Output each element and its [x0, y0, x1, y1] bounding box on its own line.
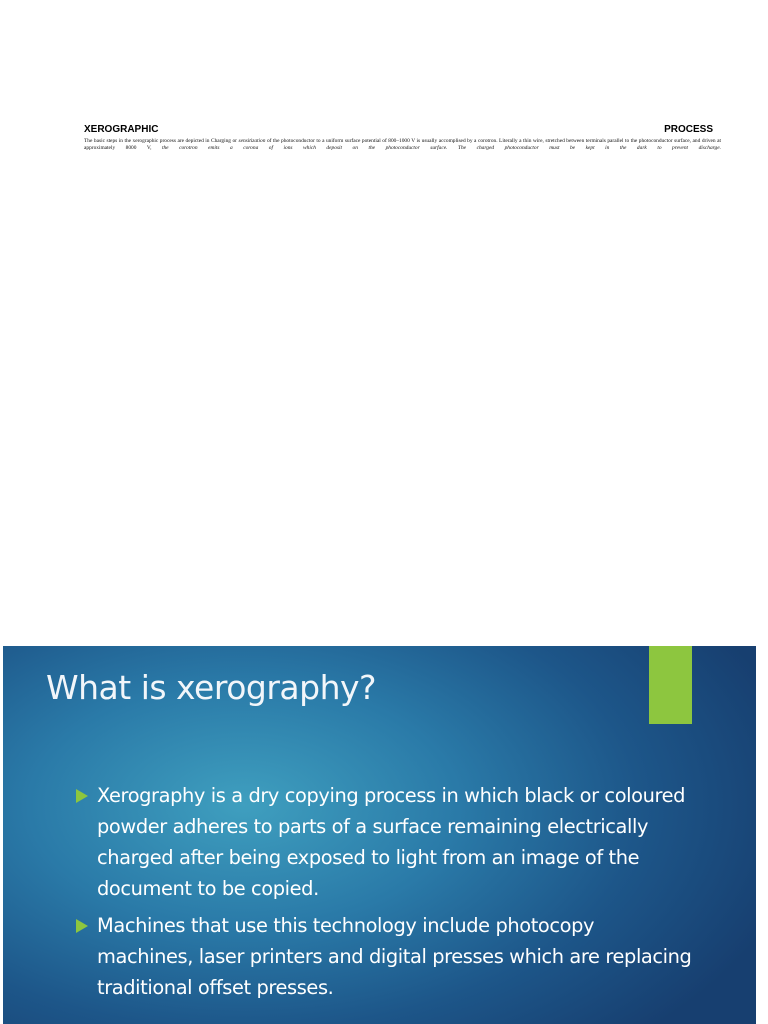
bullet-list [73, 780, 693, 1009]
slide [3, 646, 756, 1024]
triangle-bullet-icon [76, 789, 88, 803]
heading-left: XEROGRAPHIC [84, 124, 159, 135]
para-italic-3: discharge. [698, 144, 721, 151]
triangle-bullet-icon [76, 919, 88, 933]
heading-right: PROCESS [664, 124, 713, 135]
bullet-text: Machines that use this technology include photocopy machines, laser printers and digital presses which are replacing traditional offset presses. [97, 914, 692, 999]
heading-row [84, 124, 721, 136]
para-text-1: The basic steps in the xerographic process are depicted in Charging or [84, 138, 239, 144]
slide-accent-bar [649, 646, 692, 724]
para-text-2: of the photoconductor to a uniform surface potential of 800–1000 V is usually accomplised by a corotron. Literally a thin wire, stretched between terminals parallel to the photoconductor surface, and driven at approximately 8000 V, [84, 138, 721, 151]
body-paragraph [84, 138, 721, 151]
para-italic-2: the corotron emits a corona of ions which deposit on the photoconductor surface. The charged photoconductor must be kept in the dark to prevent [161, 144, 689, 151]
para-italic-1: sensitization [238, 138, 266, 144]
bullet-text: Xerography is a dry copying process in which black or coloured powder adheres to parts of a surface remaining electrically charged after being exposed to light from an image of the document to be copied. [97, 784, 686, 900]
document-header [84, 124, 721, 151]
bullet-item [73, 910, 693, 1003]
slide-title: What is xerography? [46, 668, 377, 707]
bullet-item [73, 780, 693, 904]
